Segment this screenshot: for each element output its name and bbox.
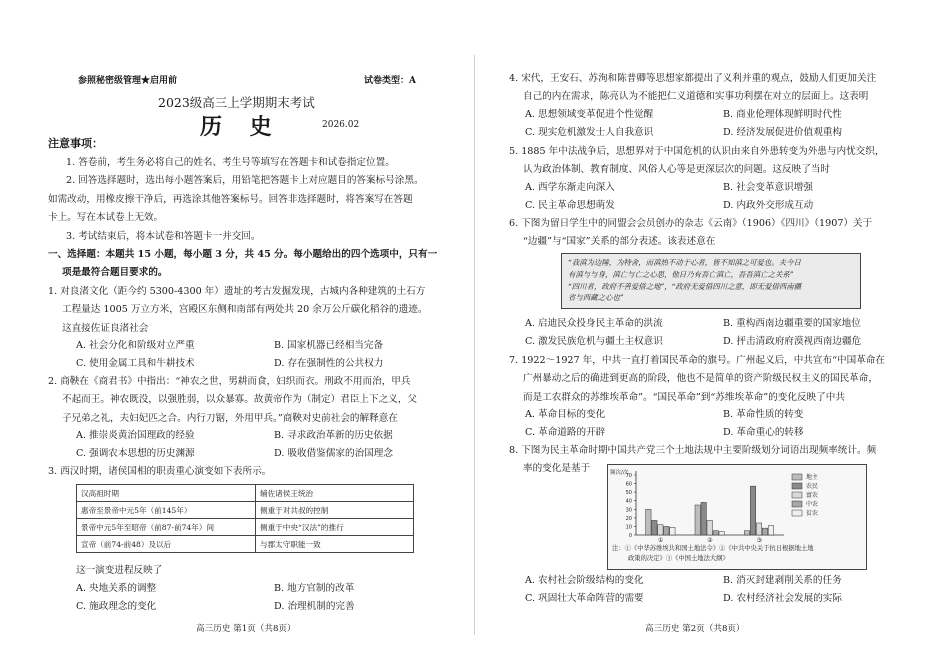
notice-line: 卡上。写在本试卷上无效。 bbox=[48, 212, 164, 224]
table-row bbox=[77, 536, 414, 553]
x-tick-label: ① bbox=[657, 537, 664, 543]
bar bbox=[646, 509, 651, 535]
y-axis-label: 频次/次 bbox=[610, 470, 629, 476]
bar bbox=[713, 531, 718, 535]
table-cell: 汉高祖时期 bbox=[77, 485, 256, 502]
legend-label: 贫农 bbox=[806, 510, 819, 517]
option-a[interactable]: A. 革命目标的变化 bbox=[525, 409, 606, 420]
question-3-prompt: 这一演变进程反映了 bbox=[76, 565, 163, 576]
question-4-stem bbox=[509, 70, 876, 107]
question-7-stem bbox=[509, 352, 885, 407]
section-line: 项是最符合题目要求的。 bbox=[62, 267, 168, 279]
question-3-stem: 3. 西汉时期，诸侯国相的职责重心演变如下表所示。 bbox=[48, 466, 272, 477]
table-cell: 与郡太守职能一致 bbox=[256, 536, 414, 553]
question-5-stem bbox=[509, 143, 884, 180]
stem-line: 6. 下图为留日学生中的同盟会会员创办的杂志《云南》（1906）《四川》（1907）关于 bbox=[509, 218, 873, 229]
notice-block bbox=[48, 154, 424, 246]
bar bbox=[756, 523, 761, 535]
question-7-options bbox=[525, 406, 921, 442]
option-c[interactable]: C. 巩固壮大革命阵营的需要 bbox=[525, 593, 644, 604]
stem-line: 8. 下图为民主革命时期中国共产党三个土地法规中主要阶级划分词语出现频率统计。频 bbox=[509, 445, 877, 456]
question-2-options bbox=[76, 427, 472, 463]
option-b[interactable]: B. 社会变革意识增强 bbox=[723, 182, 813, 193]
bar bbox=[670, 527, 675, 535]
legend-label: 富农 bbox=[806, 492, 819, 499]
question-3-options bbox=[76, 580, 472, 616]
legend-swatch bbox=[792, 510, 802, 516]
chart-note-line: 注：①《中华苏维埃共和国土地法令》②《中共中央关于抗日根据地土地 bbox=[612, 545, 814, 552]
option-b[interactable]: B. 寻求政治革新的历史依据 bbox=[274, 430, 393, 441]
notice-line: 如需改动，用橡皮擦干净后，再选涂其他答案标号。回答非选择题时，将答案写在答题 bbox=[48, 193, 413, 205]
legend-label: 中农 bbox=[806, 501, 819, 508]
stem-line: 4. 宋代，王安石、苏洵和陈普卿等思想家都提出了义利并重的观点，鼓励人们更加关注 bbox=[509, 73, 877, 84]
question-6-options bbox=[525, 315, 921, 351]
option-a[interactable]: A. 社会分化和阶级对立严重 bbox=[76, 340, 195, 351]
stem-line: 不起而王。神农既没，以强胜弱，以众暴寡。故黄帝作为（制定）君臣上下之义，父 bbox=[62, 394, 417, 406]
stem-line: 率的变化是基于 bbox=[523, 463, 591, 475]
stem-line: 工程量达 1005 万立方米，宫殿区东侧和南部有两处共 20 余万公斤碳化稻谷的遗迹。 bbox=[62, 304, 428, 316]
bar bbox=[768, 526, 773, 535]
option-d[interactable]: D. 抨击清政府府漠视西南边疆危 bbox=[723, 336, 862, 347]
chart-note bbox=[612, 544, 814, 564]
stem-line: 广州暴动之后的确进到更高的阶段，他也不是简单的资产阶级民权主义的国民革命， bbox=[523, 373, 878, 385]
bar bbox=[762, 528, 767, 535]
bar bbox=[695, 505, 700, 535]
option-d[interactable]: D. 存在强制性的公共权力 bbox=[274, 358, 384, 369]
x-tick-label: ③ bbox=[756, 537, 763, 543]
stem-line: 自己的内在需求，陈亮认为不能把仁义道德和实事功利摆在对立的层面上。这表明 bbox=[523, 91, 869, 103]
table-row bbox=[77, 519, 414, 536]
frequency-chart-box bbox=[607, 464, 867, 570]
stem-line: 2. 商鞅在《商君书》中指出：“神农之世，男耕而食，妇织而衣。刑政不用而治，甲兵 bbox=[48, 376, 411, 387]
legend-swatch bbox=[792, 501, 802, 507]
option-a[interactable]: A. 启迪民众投身民主革命的洪流 bbox=[525, 318, 663, 329]
option-c[interactable]: C. 强调农本思想的历史渊源 bbox=[76, 448, 195, 459]
option-c[interactable]: C. 现实危机激发士人自我意识 bbox=[525, 127, 654, 138]
option-a[interactable]: A. 思想领域变革促进个性觉醒 bbox=[525, 109, 654, 120]
chart-note-line: 政策的决定》③《中国土地法大纲》 bbox=[628, 555, 729, 562]
option-c[interactable]: C. 革命道路的开辟 bbox=[525, 427, 606, 438]
quote-line: “四川者，政府不善爱借之地”，“政府无爱借四川之意，即无爱借西南疆 bbox=[568, 281, 802, 291]
option-d[interactable]: D. 经济发展促进价值观重构 bbox=[723, 127, 842, 138]
y-tick-label: 70 bbox=[625, 473, 632, 479]
question-2-stem bbox=[48, 373, 417, 428]
quote-line: 省与西藏之心也” bbox=[568, 293, 624, 303]
y-tick-label: 30 bbox=[625, 507, 632, 514]
option-c[interactable]: C. 民主革命思想萌发 bbox=[525, 200, 615, 211]
bar bbox=[664, 526, 669, 535]
option-a[interactable]: A. 西学东渐走向深入 bbox=[525, 182, 615, 193]
table-cell: 景帝中元5年至昭帝（前87-前74年）间 bbox=[77, 519, 256, 536]
exam-title: 2023级高三上学期期末考试 bbox=[158, 95, 315, 110]
option-b[interactable]: B. 地方官制的改革 bbox=[274, 583, 355, 594]
legend-label: 农民 bbox=[806, 483, 819, 490]
question-6-quote bbox=[561, 253, 861, 309]
option-b[interactable]: B. 消灭封建剥削关系的任务 bbox=[723, 575, 842, 586]
y-tick-label: 50 bbox=[625, 490, 632, 497]
bar bbox=[652, 520, 657, 535]
paper-type-label: 试卷类型：A bbox=[364, 76, 416, 86]
legend-label: 地主 bbox=[806, 474, 819, 481]
question-8-options bbox=[525, 572, 921, 608]
option-a[interactable]: A. 推崇炎黄治国理政的经验 bbox=[76, 430, 195, 441]
question-6-stem bbox=[509, 215, 872, 252]
exam-date: 2026.02 bbox=[322, 120, 360, 130]
option-b[interactable]: B. 国家机器已经相当完备 bbox=[274, 340, 384, 351]
option-d[interactable]: D. 内政外交形成互动 bbox=[723, 200, 814, 211]
stem-line: 这直接佐证良渚社会 bbox=[62, 322, 149, 334]
legend-swatch bbox=[792, 474, 802, 480]
option-a[interactable]: A. 农村社会阶级结构的变化 bbox=[525, 575, 644, 586]
y-tick-label: 20 bbox=[625, 515, 632, 522]
table-row bbox=[77, 485, 414, 502]
subject-title: 历 史 bbox=[200, 114, 282, 140]
section-line: 一、选择题：本题共 15 小题，每小题 3 分，共 45 分。每小题给出的四个选项中，只有一 bbox=[48, 249, 438, 260]
notice-line: 3. 考试结束后，将本试卷和答题卡一并交回。 bbox=[66, 230, 261, 242]
legend-swatch bbox=[792, 483, 802, 489]
table-cell: 惠帝至景帝中元5年（前145年） bbox=[77, 502, 256, 519]
stem-line: 而是工农群众的苏维埃革命”。“国民革命”到“苏维埃革命”的变化反映了中共 bbox=[523, 391, 845, 403]
stem-line: “边疆”与“国家”关系的部分表述。该表述意在 bbox=[523, 236, 716, 248]
bar bbox=[658, 525, 663, 535]
stem-line: 1. 对良渚文化（距今约 5300-4300 年）遗址的考古发掘发现，古城内各种建筑的土石方 bbox=[48, 286, 426, 297]
section-one-instructions bbox=[48, 246, 437, 283]
secrecy-label: 参照秘密级管理★启用前 bbox=[78, 76, 178, 86]
exam-page-2 bbox=[475, 0, 950, 672]
table-cell: 侧重于对共叔的控制 bbox=[256, 502, 414, 519]
notice-line: 1. 答卷前，考生务必将自己的姓名、考生号等填写在答题卡和试卷指定位置。 bbox=[66, 157, 395, 168]
frequency-bar-chart bbox=[608, 465, 866, 543]
x-tick-label: ② bbox=[707, 537, 713, 543]
table-cell: 侧重于中央“汉法”的推行 bbox=[256, 519, 414, 536]
quote-line: 有滇与与身，滇亡与亡之心思，他日乃有吾亡滇亡，吾吾滇亡之关系” bbox=[568, 269, 794, 279]
stem-line: 子兄弟之礼，夫妇妃匹之合。内行刀锯，外用甲兵。”商鞅对史前社会的解释意在 bbox=[62, 412, 398, 424]
notice-line: 2. 回答选择题时，选出每小题答案后，用铅笔把答题卡上对应题目的答案标号涂黑。 bbox=[66, 175, 424, 187]
bar bbox=[744, 531, 749, 535]
y-tick-label: 60 bbox=[625, 481, 632, 488]
question-1-options bbox=[76, 337, 472, 373]
bar bbox=[719, 532, 724, 535]
stem-line: 7. 1922～1927 年，中共一直打着国民革命的旗号。广州起义后，中共宣布“中国革命在 bbox=[509, 355, 885, 366]
option-d[interactable]: D. 农村经济社会发展的实际 bbox=[723, 593, 842, 604]
y-tick-label: 40 bbox=[625, 498, 632, 505]
option-c[interactable]: C. 施政理念的变化 bbox=[76, 601, 157, 612]
table-row bbox=[77, 502, 414, 519]
option-b[interactable]: B. 革命性质的转变 bbox=[723, 409, 804, 420]
option-b[interactable]: B. 重构西南边疆重要的国家地位 bbox=[723, 318, 861, 329]
legend-swatch bbox=[792, 492, 802, 498]
table-cell: 辅佐诸侯王统治 bbox=[256, 485, 414, 502]
question-4-options bbox=[525, 106, 921, 142]
stem-line: 认为政治体制、教育制度、风俗人心等是更深层次的问题。这反映了当时 bbox=[523, 164, 830, 176]
quote-line: “我滇为边陲，为特舍，而滇热不动于心者，皆不知滇之可爱也。夫今日 bbox=[568, 258, 801, 267]
option-d[interactable]: D. 治理机制的完善 bbox=[274, 601, 355, 612]
bar bbox=[707, 520, 712, 535]
page-footer: 高三历史 第1页（共8页） bbox=[196, 624, 296, 634]
stem-line: 5. 1885 年中法战争后，思想界对于中国危机的认识由来自外患转变为外患与内忧交织， bbox=[509, 146, 885, 157]
question-1-stem bbox=[48, 283, 427, 338]
option-c[interactable]: C. 使用金属工具和牛耕技术 bbox=[76, 358, 195, 369]
option-b[interactable]: B. 商业伦理体现鲜明时代性 bbox=[723, 109, 842, 120]
option-d[interactable]: D. 革命重心的转移 bbox=[723, 427, 804, 438]
bar bbox=[750, 486, 755, 535]
bar bbox=[701, 502, 706, 535]
table-cell: 宣帝（前74-前48）及以后 bbox=[77, 536, 256, 553]
y-tick-label: 10 bbox=[625, 524, 632, 531]
option-d[interactable]: D. 吸收借鉴儒家的治国理念 bbox=[274, 448, 393, 459]
option-a[interactable]: A. 央地关系的调整 bbox=[76, 583, 157, 594]
question-3-table bbox=[76, 484, 414, 553]
y-tick-label: 0 bbox=[628, 533, 632, 539]
question-5-options bbox=[525, 179, 921, 215]
option-c[interactable]: C. 激发民族危机与疆土主权意识 bbox=[525, 336, 663, 347]
page-footer: 高三历史 第2页（共8页） bbox=[645, 624, 745, 634]
notice-heading: 注意事项： bbox=[48, 137, 103, 150]
